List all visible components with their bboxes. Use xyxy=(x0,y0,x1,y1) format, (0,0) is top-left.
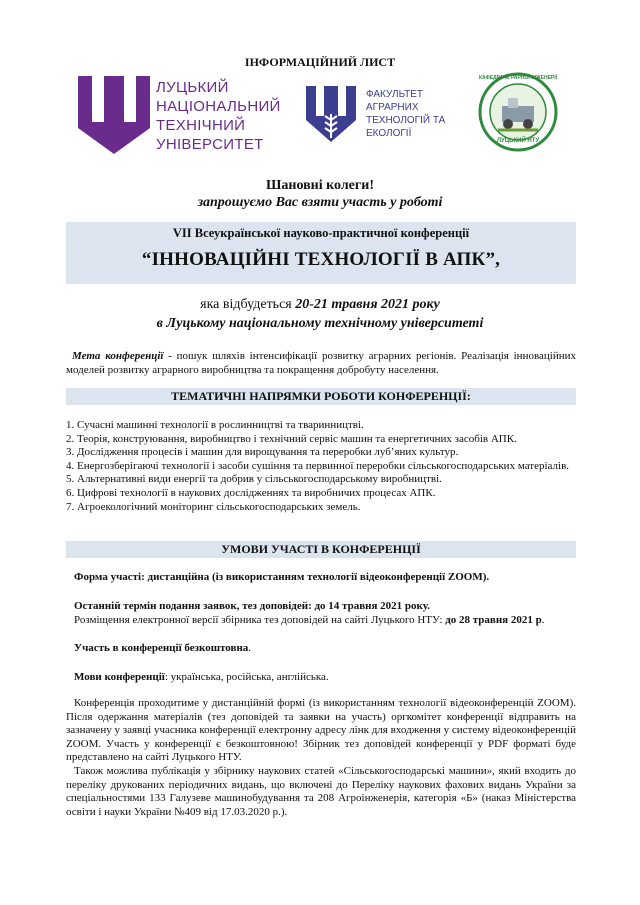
greeting-line: Шановні колеги! xyxy=(266,178,374,193)
conference-dates: 20-21 травня 2021 року xyxy=(295,297,440,312)
topics-list xyxy=(66,419,576,514)
date-line xyxy=(0,297,640,313)
list-item: 1. Сучасні машинні технології в рослинництві та тваринництві. xyxy=(66,419,364,431)
conference-title: “ІННОВАЦІЙНІ ТЕХНОЛОГІЇ В АПК”, xyxy=(141,249,501,270)
conference-languages xyxy=(74,671,574,683)
goal-text: пошук шляхів інтенсифікації розвитку аграрних регіонів. Реалізація інноваційних моделей розвитку аграрного виробництва та покращення добробуту населення. xyxy=(66,350,576,376)
faculty-logo-line: ЕКОЛОГІЇ xyxy=(366,128,412,139)
languages-label: Мови конференції xyxy=(74,671,165,683)
faculty-logo-line: ФАКУЛЬТЕТ xyxy=(366,89,424,100)
posting-prefix: Розміщення електронної версії збірника тез доповідей на сайті Луцького НТУ: xyxy=(74,614,446,626)
list-item: 6. Цифрові технології в наукових дослідженнях та виробничих процесах АПК. xyxy=(66,486,436,499)
lntu-logo-line: ТЕХНІЧНИЙ xyxy=(156,117,246,134)
publication-paragraph: Також можлива публікація у збірнику наукових статей «Сільськогосподарські машини», який входить до переліку друкованих періодичних видань, що включені до Переліку наукових фахових видань України за спеціальностями 133 Галузеве машинобудування та 208 Агроінженерія, категорія «Б» (наказ Міністерства освіти і науки України №409 від 17.03.2020 р.). xyxy=(66,765,576,818)
posting-suffix: . xyxy=(541,614,545,626)
conference-venue: в Луцькому національному технічному університеті xyxy=(156,316,484,331)
document-title: ІНФОРМАЦІЙНИЙ ЛИСТ xyxy=(244,55,396,69)
lntu-logo-line: НАЦІОНАЛЬНИЙ xyxy=(156,98,281,115)
free-participation-suffix: . xyxy=(248,642,252,654)
topics-heading: ТЕМАТИЧНІ НАПРЯМКИ РОБОТИ КОНФЕРЕНЦІЇ: xyxy=(66,388,576,405)
posting-date: до 28 травня 2021 р xyxy=(445,614,542,626)
free-participation xyxy=(74,642,574,654)
lntu-logo-line: ЛУЦЬКИЙ xyxy=(156,79,229,96)
list-item: 3. Дослідження процесів і машин для вирощування та переробки луб’яних культур. xyxy=(66,446,459,459)
faculty-emblem-icon xyxy=(306,86,356,144)
submission-deadline: Останній термін подання заявок, тез доповідей: до 14 травня 2021 року. xyxy=(74,600,430,612)
faculty-logo xyxy=(306,84,466,148)
department-logo xyxy=(478,72,558,152)
faculty-logo-line: АГРАРНИХ xyxy=(366,102,419,113)
list-item: 5. Альтернативні види енергії та добрив у сільськогосподарському виробництві. xyxy=(66,473,442,486)
free-participation-text: Участь в конференції безкоштовна xyxy=(74,642,249,654)
languages-text: : українська, російська, англійська. xyxy=(164,671,329,683)
conference-banner xyxy=(66,222,576,284)
format-paragraph: Конференція проходитиме у дистанційній формі (із використанням технології відеоконференцій ZOOM). Після одержання матеріалів (тез доповідей та заявки на участь) оргкомітет конференції відправить на зазначену у заявці учасника конференції електронну адресу лінк для входження у систему відеоконференцій ZOOM. Участь у конференції є безкоштовною! Збірник тез доповідей конференції у PDF форматі буде представлено на сайті Луцького НТУ. xyxy=(66,697,576,764)
posting-line xyxy=(74,614,584,626)
department-bottom-text: ЛУЦЬКИЙ НТУ xyxy=(496,138,540,144)
invitation-line: запрошуємо Вас взяти участь у роботі xyxy=(197,195,443,210)
lntu-emblem-icon xyxy=(76,76,152,156)
lntu-logo-line: УНІВЕРСИТЕТ xyxy=(156,136,264,153)
date-prefix: яка відбудеться xyxy=(200,297,296,312)
conference-name: VII Всеукраїнської науково-практичної конференції xyxy=(172,226,470,240)
list-item: 2. Теорія, конструювання, виробництво і технічний сервіс машин та енергетичних засобів АПК. xyxy=(66,432,517,445)
lntu-logo xyxy=(76,72,286,160)
list-item: 4. Енергозберігаючі технології і засоби сушіння та первинної переробки сільськогосподарських матеріалів. xyxy=(66,459,570,472)
participation-form: Форма участі: дистанційна (із використанням технології відеоконференції ZOOM). xyxy=(74,571,490,583)
faculty-logo-line: ТЕХНОЛОГІЙ ТА xyxy=(366,115,446,126)
department-ring-text: КАФЕДРА АГРАРНОЇ ІНЖЕНЕРІЇ xyxy=(478,75,558,81)
goal-paragraph xyxy=(66,349,576,377)
list-item: 7. Агроекологічний моніторинг сільськогосподарських земель. xyxy=(66,500,361,513)
conditions-heading: УМОВИ УЧАСТІ В КОНФЕРЕНЦІЇ xyxy=(66,541,576,558)
goal-label: Мета конференції - xyxy=(72,350,172,362)
